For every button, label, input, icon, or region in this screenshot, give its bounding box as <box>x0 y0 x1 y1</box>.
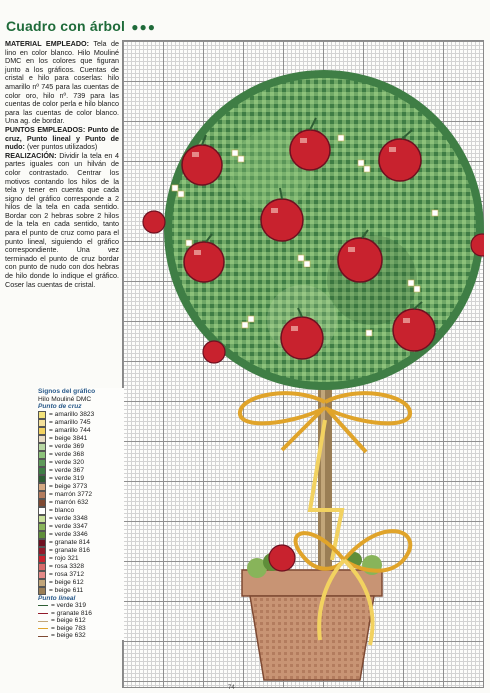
color-swatch <box>38 571 46 579</box>
legend-line-row <box>38 617 124 625</box>
legend-label: = verde 369 <box>49 442 85 450</box>
legend-swatch-row <box>38 571 124 579</box>
legend-label: = verde 367 <box>49 466 85 474</box>
legend-swatch-row <box>38 579 124 587</box>
legend-label: = beige 632 <box>51 632 86 640</box>
legend-label: = beige 612 <box>49 578 84 586</box>
color-swatch <box>38 467 46 475</box>
title-text: Cuadro con árbol <box>6 18 126 34</box>
color-swatch <box>38 499 46 507</box>
legend-swatch-row <box>38 531 124 539</box>
legend-swatch-row <box>38 451 124 459</box>
legend-swatch-row <box>38 563 124 571</box>
realizacion-text: Dividir la tela en 4 partes iguales con un hilván de color contrastado. Centrar los motivos contando los hilos de la tela y tener en cuenta que cada signo del gráfico corresponde a 2 hilos de la tela en cada sentido. Bordar con 2 hebras sobre 2 hilos de la tela en cada sentido, tanto para el punto de cruz como para el punto lineal, siguiendo el gráfico correspondiente. Una vez terminado el punto de cruz bordar con punto de nudo con dos hebras de hilo donde lo indique el gráfico. Coser las cuentas de cristal. <box>5 150 119 289</box>
line-stitch-list <box>38 602 124 640</box>
color-swatch <box>38 475 46 483</box>
line-sample <box>38 621 48 622</box>
legend-label: = verde 368 <box>49 450 85 458</box>
legend-label: = verde 3348 <box>49 514 88 522</box>
legend-label: = amarillo 744 <box>49 426 91 434</box>
legend-swatch-row <box>38 587 124 595</box>
legend-label: = granate 816 <box>49 546 90 554</box>
legend-label: = beige 611 <box>49 586 84 594</box>
apple <box>203 341 225 363</box>
realizacion-paragraph <box>5 152 119 290</box>
legend-swatch-row <box>38 555 124 563</box>
cross-stitch-list <box>38 411 124 595</box>
pot-apple <box>269 545 295 571</box>
legend-line-row <box>38 632 124 640</box>
legend-swatch-row <box>38 539 124 547</box>
legend-label: = verde 320 <box>49 458 85 466</box>
legend-line-title: Punto lineal <box>38 594 76 602</box>
legend-label: = rosa 3712 <box>49 570 85 578</box>
color-swatch <box>38 427 46 435</box>
legend-label: = verde 3347 <box>49 522 88 530</box>
line-sample <box>38 636 48 637</box>
legend-label: = blanco <box>49 506 75 514</box>
color-swatch <box>38 539 46 547</box>
legend-label: = beige 3773 <box>49 482 88 490</box>
title-dots: ●●● <box>131 20 156 34</box>
color-swatch <box>38 579 46 587</box>
color-swatch <box>38 563 46 571</box>
legend-label: = rojo 321 <box>49 554 79 562</box>
puntos-text: (ver puntos utilizados) <box>26 142 98 152</box>
material-text: Tela de lino en color blanco. Hilo Mouliné DMC en los colores que figuran junto a los gráficos. Cuentas de cristal e hilo para coserlas: hilo amarillo nº 745 para las cuentas de color oro, hilo nº. 739 para las cuentas de color perla e hilo blanco para las cuentas de color blanco. Una ag. de bordar. <box>5 39 119 126</box>
legend-label: = verde 319 <box>51 602 87 610</box>
legend-swatch-row <box>38 467 124 475</box>
legend-swatch-row <box>38 459 124 467</box>
color-swatch <box>38 435 46 443</box>
legend-label: = amarillo 3823 <box>49 410 95 418</box>
color-swatch <box>38 451 46 459</box>
legend-swatch-row <box>38 411 124 419</box>
legend-swatch-row <box>38 427 124 435</box>
line-sample <box>38 628 48 629</box>
color-swatch <box>38 419 46 427</box>
color-swatch <box>38 483 46 491</box>
legend-label: = beige 612 <box>51 617 86 625</box>
color-swatch <box>38 515 46 523</box>
legend-swatch-row <box>38 419 124 427</box>
legend-line-row <box>38 610 124 618</box>
legend-swatch-row <box>38 435 124 443</box>
color-swatch <box>38 443 46 451</box>
legend-label: = verde 319 <box>49 474 85 482</box>
legend-swatch-row <box>38 523 124 531</box>
line-sample <box>38 613 48 614</box>
legend-label: = verde 3346 <box>49 530 88 538</box>
page-title <box>6 18 156 34</box>
chart-legend <box>38 388 124 640</box>
legend-label: = beige 783 <box>51 624 86 632</box>
legend-label: = beige 3841 <box>49 434 88 442</box>
color-swatch <box>38 523 46 531</box>
legend-swatch-row <box>38 491 124 499</box>
legend-heading: Signos del gráfico <box>38 388 96 395</box>
legend-label: = marrón 632 <box>49 498 89 506</box>
color-swatch <box>38 491 46 499</box>
color-swatch <box>38 555 46 563</box>
color-swatch <box>38 459 46 467</box>
color-swatch <box>38 531 46 539</box>
legend-label: = rosa 3328 <box>49 562 85 570</box>
legend-label: = granate 816 <box>51 609 92 617</box>
puntos-label: PUNTOS EMPLEADOS: Punto de cruz, Punto lineal y Punto de nudo: <box>5 124 119 152</box>
legend-swatch-row <box>38 483 124 491</box>
color-swatch <box>38 507 46 515</box>
material-label: MATERIAL EMPLEADO: <box>5 39 90 48</box>
legend-swatch-row <box>38 475 124 483</box>
line-sample <box>38 605 48 606</box>
color-swatch <box>38 547 46 555</box>
legend-brand: Hilo Mouliné DMC <box>38 395 92 403</box>
material-paragraph <box>5 40 119 126</box>
legend-line-row <box>38 625 124 633</box>
apple <box>143 211 165 233</box>
page-number: 74 <box>228 685 235 691</box>
legend-label: = marrón 3772 <box>49 490 93 498</box>
legend-label: = granate 814 <box>49 538 90 546</box>
legend-swatch-row <box>38 547 124 555</box>
topiary-tree-pattern <box>122 40 484 688</box>
color-swatch <box>38 411 46 419</box>
legend-line-row <box>38 602 124 610</box>
puntos-paragraph <box>5 126 119 152</box>
instructions-block <box>5 40 119 289</box>
legend-swatch-row <box>38 515 124 523</box>
legend-cross-title: Punto de cruz <box>38 403 82 411</box>
color-swatch <box>38 587 46 595</box>
legend-swatch-row <box>38 443 124 451</box>
legend-label: = amarillo 745 <box>49 418 91 426</box>
legend-swatch-row <box>38 507 124 515</box>
realizacion-label: REALIZACIÓN: <box>5 150 57 160</box>
legend-swatch-row <box>38 499 124 507</box>
